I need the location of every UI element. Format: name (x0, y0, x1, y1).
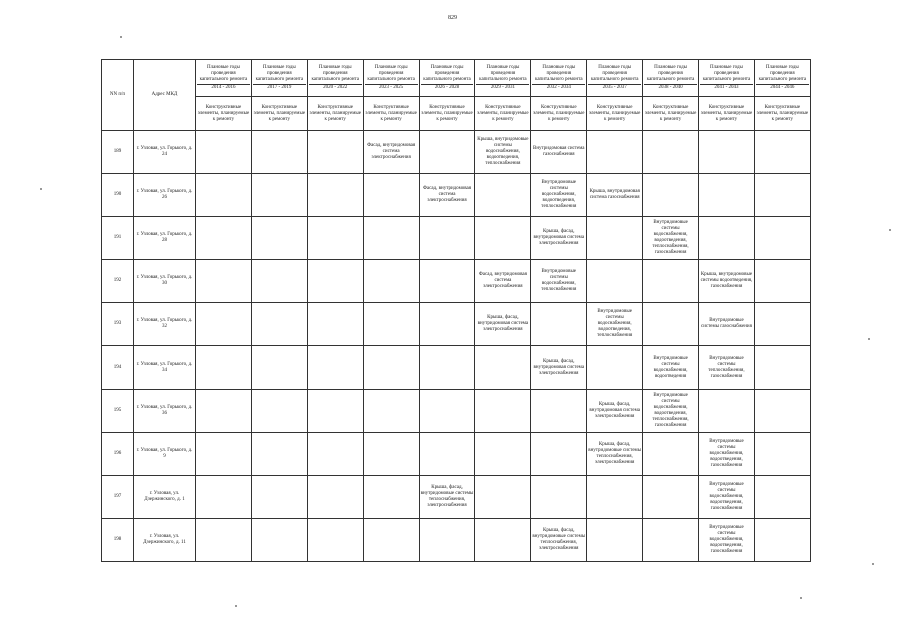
repair-elements-cell (307, 217, 363, 260)
repair-elements-cell (363, 432, 419, 475)
repair-elements-cell (531, 432, 587, 475)
column-header-period (699, 60, 755, 97)
row-number: 196 (102, 432, 134, 475)
repair-elements-cell: Крыша, фасад, внутридомовая система электроснабжения (531, 346, 587, 389)
column-header-elements: Конструктивные элементы, планируемые к ремонту (363, 97, 419, 131)
repair-elements-cell (587, 518, 643, 561)
scan-speck (800, 597, 802, 599)
period-title: Плановые годы проведения капитального ремонта (367, 65, 415, 82)
repair-elements-cell (363, 174, 419, 217)
repair-elements-cell: Крыша, фасад, внутридомовая система электроснабжения (587, 389, 643, 432)
column-header-elements: Конструктивные элементы, планируемые к ремонту (754, 97, 810, 131)
repair-elements-cell (475, 389, 531, 432)
row-number: 194 (102, 346, 134, 389)
period-title: Плановые годы проведения капитального ремонта (535, 65, 583, 82)
repair-elements-cell (363, 346, 419, 389)
row-address: г. Узловая, ул. Горького, д. 28 (134, 217, 196, 260)
repair-elements-cell: Внутридомовые системы водоснабжения, водоотведения, теплоснабжения, газоснабжения (643, 389, 699, 432)
repair-elements-cell (419, 518, 475, 561)
period-title: Плановые годы проведения капитального ремонта (311, 65, 359, 82)
repair-elements-cell (754, 131, 810, 174)
repair-elements-cell (196, 346, 252, 389)
repair-elements-cell (196, 174, 252, 217)
header-row-elements (102, 97, 811, 131)
repair-elements-cell (643, 432, 699, 475)
scan-speck (889, 229, 891, 231)
repair-elements-cell: Внутридомовая система газоснабжения (531, 131, 587, 174)
repair-elements-cell: Фасад, внутридомовая система электроснабжения (419, 174, 475, 217)
row-address: г. Узловая, ул. Горького, д. 34 (134, 346, 196, 389)
repair-elements-cell: Внутридомовые системы водоснабжения, водоотведения, теплоснабжения, газоснабжения (643, 217, 699, 260)
repair-elements-cell (475, 346, 531, 389)
repair-elements-cell (643, 131, 699, 174)
column-header-period (643, 60, 699, 97)
repair-elements-cell: Внутридомовые системы водоснабжения, водоотведения, теплоснабжения (531, 174, 587, 217)
period-title: Плановые годы проведения капитального ремонта (590, 65, 639, 82)
repair-elements-cell: Внутридомовые системы водоснабжения, водоотведения, теплоснабжения (587, 303, 643, 346)
period-years: 2026 - 2028 (421, 84, 474, 91)
repair-elements-cell (643, 303, 699, 346)
repair-elements-cell (587, 217, 643, 260)
repair-elements-cell (363, 260, 419, 303)
repair-elements-cell (475, 432, 531, 475)
column-header-period (363, 60, 419, 97)
repair-elements-cell (196, 389, 252, 432)
repair-elements-cell (196, 303, 252, 346)
repair-elements-cell (307, 260, 363, 303)
repair-elements-cell (643, 475, 699, 518)
row-address: г. Узловая, ул. Горького, д. 36 (134, 389, 196, 432)
row-number: 191 (102, 217, 134, 260)
repair-elements-cell (419, 389, 475, 432)
repair-elements-cell (196, 260, 252, 303)
repair-elements-cell (307, 475, 363, 518)
period-years: 2023 - 2025 (365, 84, 418, 91)
repair-elements-cell (699, 217, 755, 260)
repair-elements-cell (587, 131, 643, 174)
repair-elements-cell (251, 432, 307, 475)
repair-elements-cell (363, 217, 419, 260)
period-years: 2038 - 2040 (644, 84, 697, 91)
repair-elements-cell (251, 260, 307, 303)
column-header-elements: Конструктивные элементы, планируемые к ремонту (307, 97, 363, 131)
repair-elements-cell (251, 131, 307, 174)
table-row (102, 475, 811, 518)
repair-elements-cell (419, 346, 475, 389)
repair-elements-cell (643, 260, 699, 303)
repair-elements-cell (419, 260, 475, 303)
repair-elements-cell (587, 260, 643, 303)
row-address: г. Узловая, ул. Горького, д. 30 (134, 260, 196, 303)
table-row (102, 174, 811, 217)
column-header-elements: Конструктивные элементы, планируемые к ремонту (419, 97, 475, 131)
column-header-elements: Конструктивные элементы, планируемые к ремонту (587, 97, 643, 131)
row-number: 198 (102, 518, 134, 561)
repair-elements-cell (531, 303, 587, 346)
repair-elements-cell: Крыша, фасад, внутридомовая система электроснабжения (475, 303, 531, 346)
repair-elements-cell (531, 389, 587, 432)
row-number: 192 (102, 260, 134, 303)
repair-elements-cell (754, 217, 810, 260)
repair-elements-cell (363, 475, 419, 518)
period-title: Плановые годы проведения капитального ремонта (646, 65, 695, 82)
repair-elements-cell (307, 131, 363, 174)
period-title: Плановые годы проведения капитального ремонта (479, 65, 527, 82)
repair-elements-cell: Крыша, фасад, внутридомовые системы теплоснабжения, электроснабжения (587, 432, 643, 475)
repair-elements-cell (419, 217, 475, 260)
column-header-period (419, 60, 475, 97)
repair-elements-cell (307, 303, 363, 346)
repair-elements-cell: Фасад, внутридомовая система электроснабжения (363, 131, 419, 174)
repair-elements-cell (251, 174, 307, 217)
period-title: Плановые годы проведения капитального ремонта (199, 65, 248, 82)
repair-elements-cell (754, 432, 810, 475)
row-number: 193 (102, 303, 134, 346)
repair-elements-cell (475, 217, 531, 260)
repair-elements-cell (196, 475, 252, 518)
period-years: 2017 - 2019 (253, 84, 306, 91)
repair-elements-cell (251, 518, 307, 561)
repair-elements-cell (475, 475, 531, 518)
repair-elements-cell (754, 389, 810, 432)
period-title: Плановые годы проведения капитального ремонта (758, 65, 807, 82)
table-row (102, 217, 811, 260)
column-header-period (587, 60, 643, 97)
page-number: 829 (448, 15, 457, 21)
row-address: г. Узловая, ул. Горького, д. 9 (134, 432, 196, 475)
repair-elements-cell: Внутридомовые системы водоснабжения, теплоснабжения (531, 260, 587, 303)
repair-elements-cell (419, 303, 475, 346)
repair-elements-cell (419, 432, 475, 475)
capital-repair-plan-table (101, 59, 811, 562)
column-header-address: Адрес МКД (134, 60, 196, 131)
period-title: Плановые годы проведения капитального ремонта (702, 65, 751, 82)
column-header-period (475, 60, 531, 97)
repair-elements-cell: Внутридомовые системы водоснабжения, водоотведения, газоснабжения (699, 475, 755, 518)
repair-elements-cell: Внутридомовые системы теплоснабжения, газоснабжения (699, 346, 755, 389)
repair-elements-cell (363, 303, 419, 346)
period-years: 2041 - 2043 (700, 84, 753, 91)
column-header-elements: Конструктивные элементы, планируемые к ремонту (475, 97, 531, 131)
repair-elements-cell (251, 475, 307, 518)
table-row (102, 303, 811, 346)
repair-elements-cell: Крыша, внутридомовая система газоснабжения (587, 174, 643, 217)
period-title: Плановые годы проведения капитального ремонта (255, 65, 304, 82)
repair-elements-cell (251, 217, 307, 260)
period-years: 2044 - 2046 (756, 84, 809, 91)
column-header-period (196, 60, 252, 97)
repair-elements-cell: Крыша, внутридомовые системы водоснабжения, водоотведения, теплоснабжения (475, 131, 531, 174)
row-address: г. Узловая, ул. Дзержинского, д. 1 (134, 475, 196, 518)
repair-elements-cell (475, 518, 531, 561)
repair-elements-cell: Внутридомовые системы газоснабжения (699, 303, 755, 346)
period-years: 2020 - 2022 (309, 84, 362, 91)
repair-elements-cell (196, 217, 252, 260)
column-header-period (251, 60, 307, 97)
repair-elements-cell (307, 518, 363, 561)
table-row (102, 260, 811, 303)
repair-elements-cell (699, 174, 755, 217)
repair-elements-cell (363, 389, 419, 432)
period-years: 2032 - 2034 (532, 84, 585, 91)
row-address: г. Узловая, ул. Дзержинского, д. 11 (134, 518, 196, 561)
table-row (102, 131, 811, 174)
repair-elements-cell (251, 389, 307, 432)
scan-speck (40, 188, 42, 190)
repair-elements-cell (363, 518, 419, 561)
repair-elements-cell (699, 131, 755, 174)
repair-elements-cell (196, 131, 252, 174)
column-header-elements: Конструктивные элементы, планируемые к ремонту (251, 97, 307, 131)
repair-elements-cell (754, 174, 810, 217)
table-row (102, 389, 811, 432)
repair-elements-cell: Внутридомовые системы водоснабжения, водоотведения, газоснабжения (699, 432, 755, 475)
column-header-elements: Конструктивные элементы, планируемые к ремонту (643, 97, 699, 131)
scan-speck (868, 338, 870, 340)
period-years: 2035 - 2037 (588, 84, 641, 91)
repair-elements-cell (587, 346, 643, 389)
table-row (102, 346, 811, 389)
row-number: 189 (102, 131, 134, 174)
period-title: Плановые годы проведения капитального ремонта (423, 65, 471, 82)
column-header-period (754, 60, 810, 97)
repair-elements-cell (754, 346, 810, 389)
row-address: г. Узловая, ул. Горького, д. 32 (134, 303, 196, 346)
scan-speck (872, 563, 874, 565)
row-address: г. Узловая, ул. Горького, д. 26 (134, 174, 196, 217)
column-header-period (531, 60, 587, 97)
header-row-periods (102, 60, 811, 97)
repair-elements-cell (587, 475, 643, 518)
repair-elements-cell (307, 174, 363, 217)
repair-elements-cell (754, 260, 810, 303)
repair-elements-cell (251, 346, 307, 389)
repair-elements-cell: Крыша, фасад, внутридомовая система электроснабжения (531, 217, 587, 260)
row-address: г. Узловая, ул. Горького, д. 24 (134, 131, 196, 174)
repair-elements-cell: Крыша, фасад, внутридомовые системы теплоснабжения, электроснабжения (419, 475, 475, 518)
repair-elements-cell (643, 518, 699, 561)
scan-speck (235, 605, 237, 607)
row-number: 197 (102, 475, 134, 518)
repair-elements-cell (196, 432, 252, 475)
period-years: 2014 - 2016 (197, 84, 250, 91)
repair-elements-cell (754, 518, 810, 561)
scan-speck (120, 36, 122, 38)
repair-elements-cell: Крыша, внутридомовые системы водоотведения, газоснабжения (699, 260, 755, 303)
column-header-period (307, 60, 363, 97)
table-body (102, 131, 811, 562)
repair-elements-cell (475, 174, 531, 217)
table-row (102, 518, 811, 561)
table-row (102, 432, 811, 475)
repair-elements-cell (643, 174, 699, 217)
repair-elements-cell (251, 303, 307, 346)
column-header-elements: Конструктивные элементы, планируемые к ремонту (531, 97, 587, 131)
repair-elements-cell (419, 131, 475, 174)
repair-elements-cell (754, 303, 810, 346)
repair-elements-cell (307, 389, 363, 432)
repair-elements-cell (531, 475, 587, 518)
period-years: 2029 - 2031 (476, 84, 529, 91)
row-number: 195 (102, 389, 134, 432)
repair-elements-cell (196, 518, 252, 561)
row-number: 190 (102, 174, 134, 217)
repair-elements-cell (754, 475, 810, 518)
column-header-elements: Конструктивные элементы, планируемые к ремонту (699, 97, 755, 131)
repair-elements-cell (699, 389, 755, 432)
column-header-elements: Конструктивные элементы, планируемые к ремонту (196, 97, 252, 131)
repair-elements-cell: Крыша, фасад, внутридомовые системы теплоснабжения, электроснабжения (531, 518, 587, 561)
column-header-nn: NN п/п (102, 60, 134, 131)
repair-elements-cell (307, 432, 363, 475)
repair-elements-cell: Внутридомовые системы водоснабжения, водоотведения (643, 346, 699, 389)
repair-elements-cell (307, 346, 363, 389)
repair-elements-cell: Фасад, внутридомовая система электроснабжения (475, 260, 531, 303)
repair-elements-cell: Внутридомовые системы водоснабжения, водоотведения, газоснабжения (699, 518, 755, 561)
